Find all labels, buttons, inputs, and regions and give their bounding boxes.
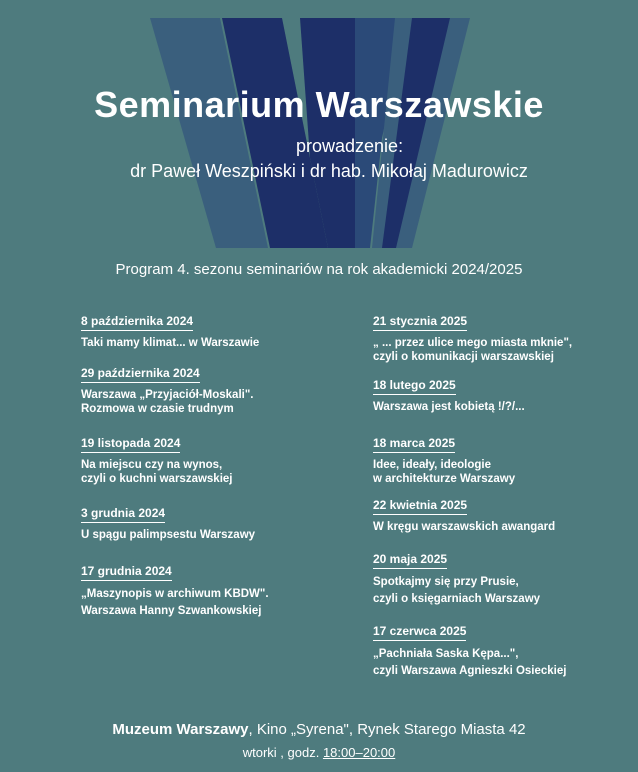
seminar-date: 22 kwietnia 2025	[373, 498, 467, 515]
seminar-title: Spotkajmy się przy Prusie, czyli o księgarniach Warszawy	[373, 576, 541, 605]
seminar-date: 21 stycznia 2025	[373, 314, 467, 331]
seminar-title: W kręgu warszawskich awangard	[373, 521, 556, 533]
seminar-item	[81, 312, 351, 364]
seminar-item	[81, 562, 351, 620]
seminar-item	[81, 504, 351, 562]
seminar-item	[373, 496, 638, 550]
seminar-item	[373, 550, 638, 622]
seminar-date: 3 grudnia 2024	[81, 506, 165, 523]
day-text: wtorki , godz.	[242, 745, 323, 760]
page-title: Seminarium Warszawskie	[94, 84, 544, 125]
subtitle-label: prowadzenie:	[296, 136, 404, 156]
seminar-item	[373, 376, 638, 434]
right-column	[373, 312, 638, 680]
venue-location: , Kino „Syrena", Rynek Starego Miasta 42	[248, 721, 526, 738]
seminar-title: Warszawa „Przyjaciół-Moskali". Rozmowa w czasie trudnym	[81, 389, 254, 415]
seminar-title: Na miejscu czy na wynos, czyli o kuchni warszawskiej	[81, 459, 233, 485]
seminar-item	[373, 622, 638, 680]
time-line	[0, 745, 638, 760]
seminar-item	[81, 434, 351, 504]
seminar-date: 18 marca 2025	[373, 436, 455, 453]
seminar-date: 18 lutego 2025	[373, 378, 456, 395]
seminar-item	[373, 434, 638, 496]
venue-name: Muzeum Warszawy	[112, 721, 249, 738]
hosts: dr Paweł Weszpiński i dr hab. Mikołaj Madurowicz	[130, 161, 528, 181]
seminar-title: Taki mamy klimat... w Warszawie	[81, 337, 260, 349]
seminar-title: „ ... przez ulice mego miasta mknie", czyli o komunikacji warszawskiej	[373, 337, 573, 363]
seminar-item	[81, 364, 351, 434]
seminar-item	[373, 312, 638, 376]
w-logo	[150, 18, 470, 248]
seminar-date: 17 czerwca 2025	[373, 624, 466, 641]
seminar-date: 29 października 2024	[81, 366, 200, 383]
seminar-title: „Maszynopis w archiwum KBDW". Warszawa Hanny Szwankowskiej	[81, 588, 269, 617]
seminar-date: 17 grudnia 2024	[81, 564, 172, 581]
seminar-title: Warszawa jest kobietą !/?/...	[373, 401, 525, 413]
seminar-title: „Pachniała Saska Kępa...", czyli Warszawa Agnieszki Osieckiej	[373, 648, 567, 677]
seminar-date: 8 października 2024	[81, 314, 193, 331]
seminar-date: 20 maja 2025	[373, 552, 447, 569]
seminar-date: 19 listopada 2024	[81, 436, 180, 453]
seminar-title: U spągu palimpsestu Warszawy	[81, 529, 256, 541]
left-column	[81, 312, 351, 620]
time-range: 18:00–20:00	[322, 745, 396, 760]
program-title: Program 4. sezonu seminariów na rok akademicki 2024/2025	[115, 261, 523, 278]
venue-line	[0, 721, 638, 738]
seminar-title: Idee, ideały, ideologie w architekturze Warszawy	[373, 459, 516, 485]
